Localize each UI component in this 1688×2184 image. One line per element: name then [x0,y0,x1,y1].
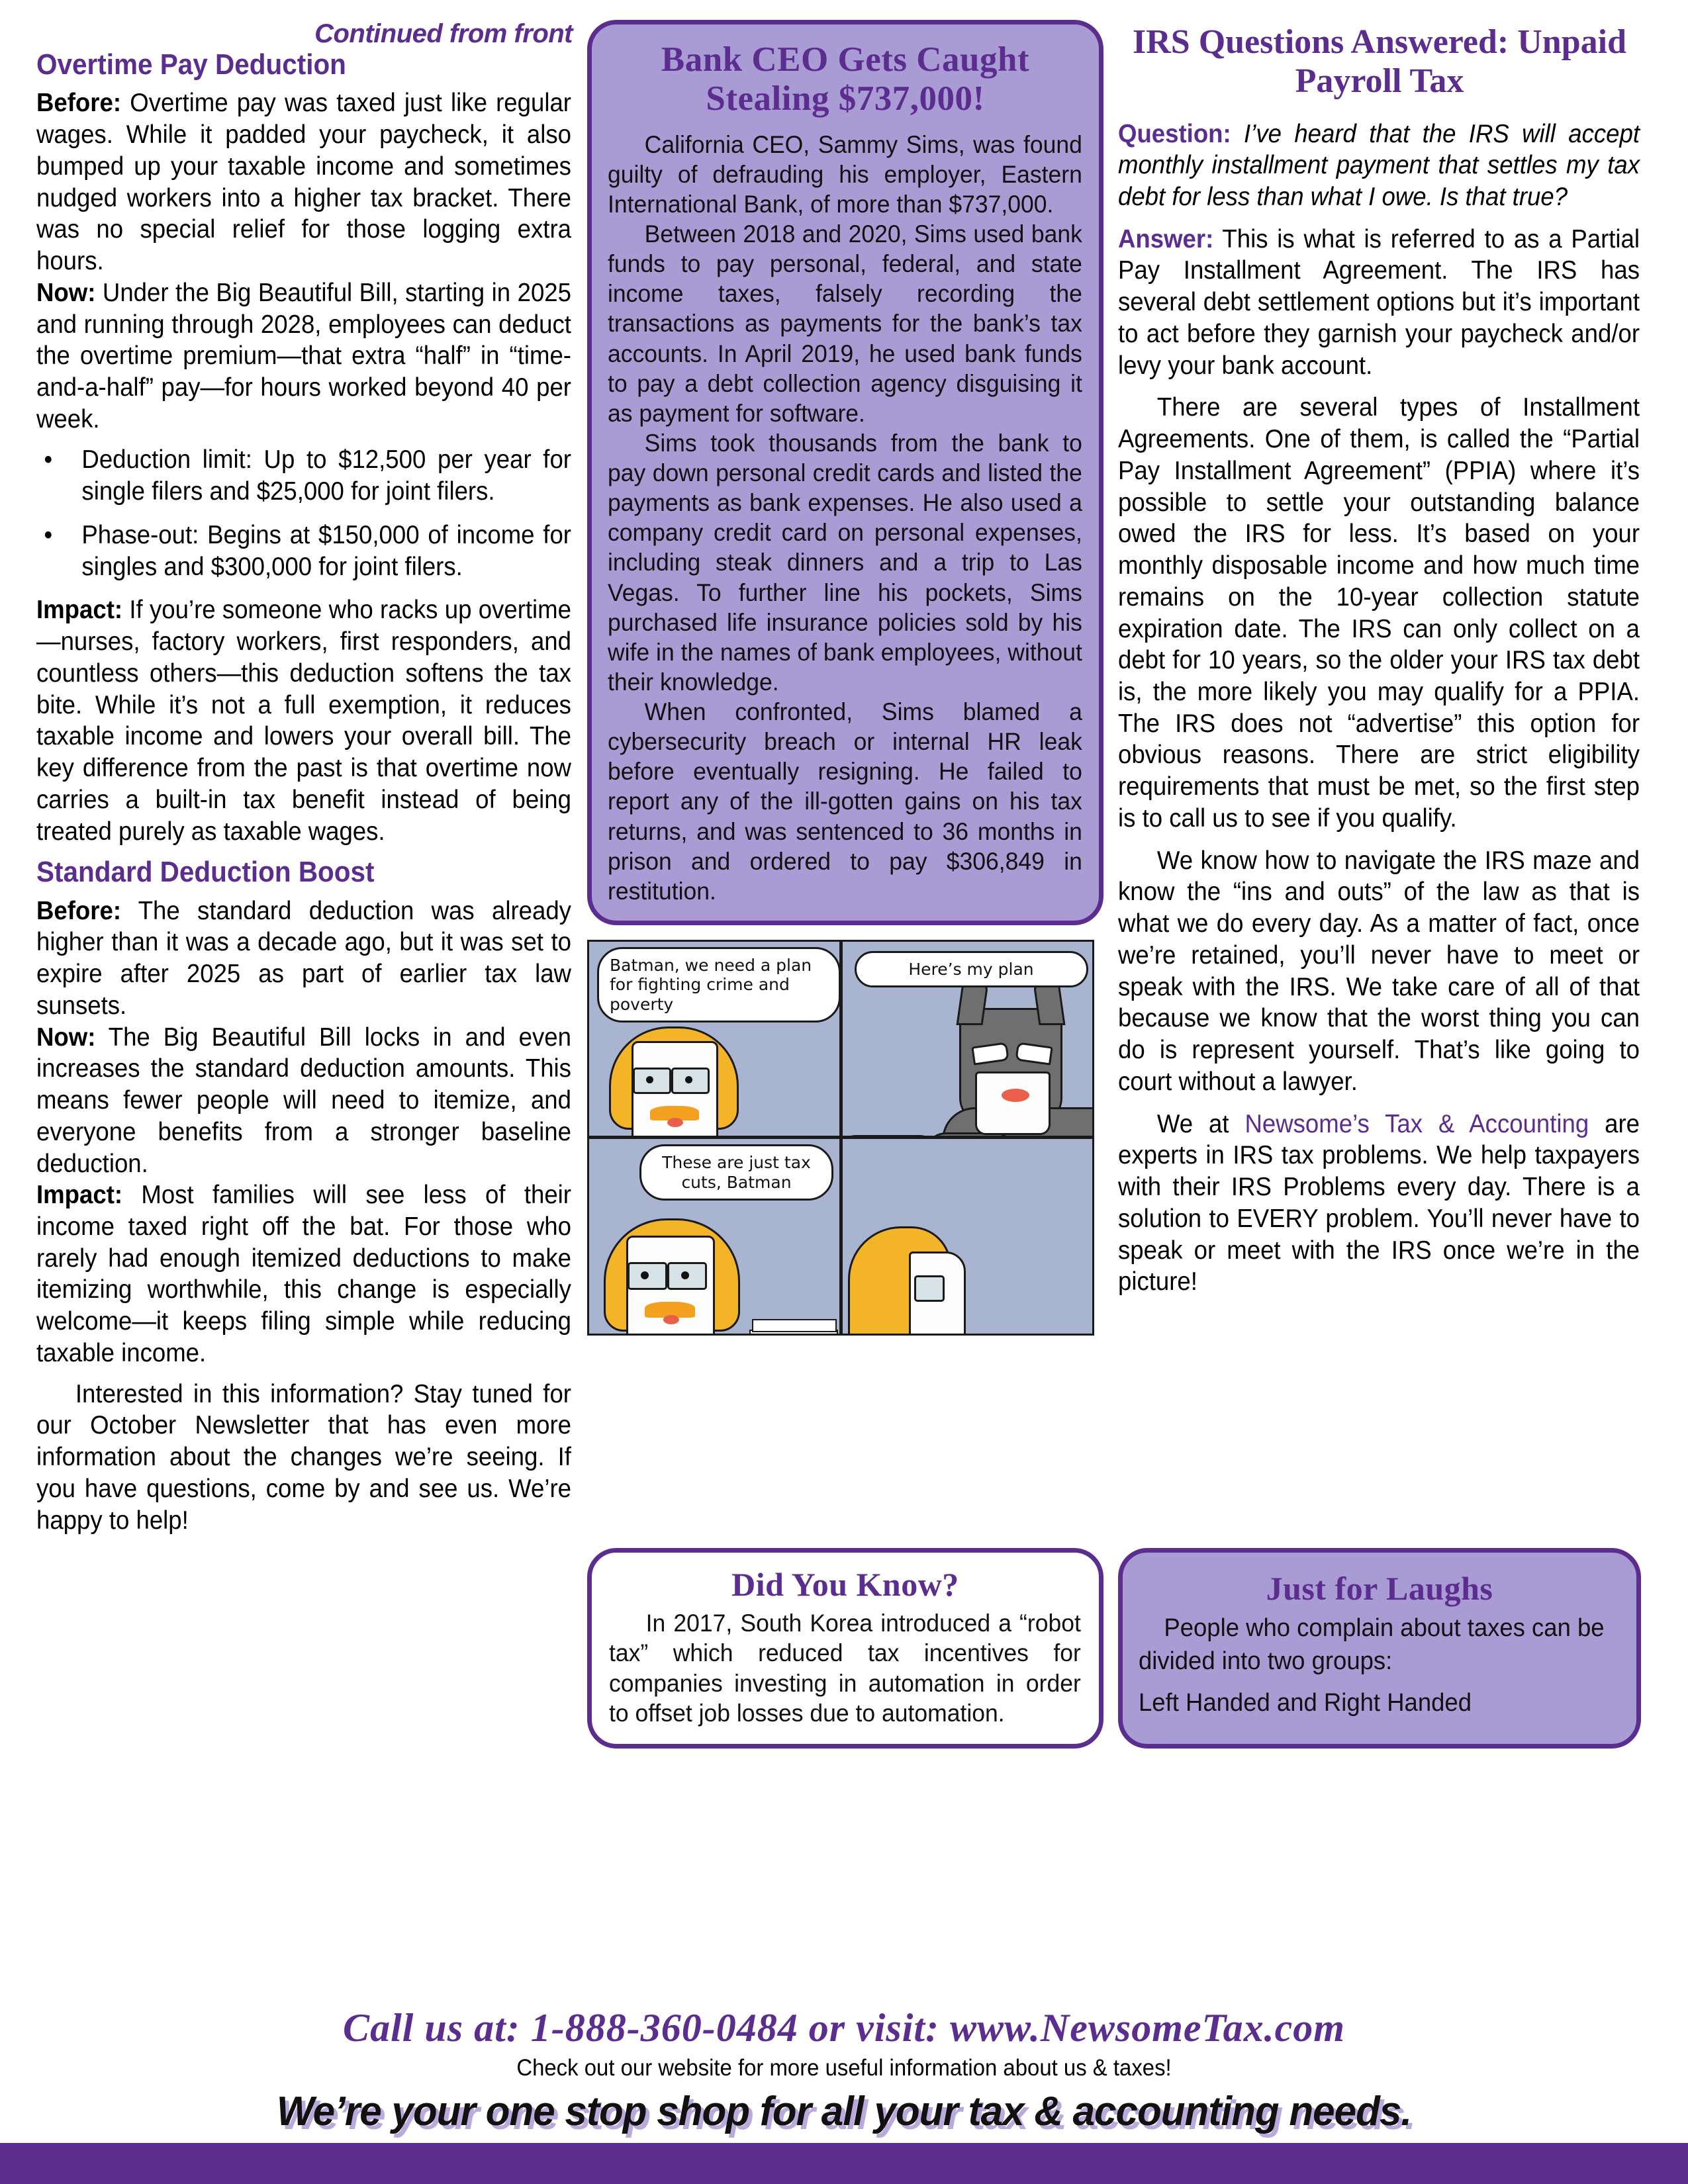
closing-paragraph: Interested in this information? Stay tuned for our October Newsletter that has even more information about the changes we’re seeing. If you have questions, come by and see us. We’re happy to help! [36,1379,571,1535]
did-you-know-text: In 2017, South Korea introduced a “robot tax” which reduced tax incentives for companies investing in automation in order to offset job losses due to automation. [609,1610,1081,1727]
call-us-line[interactable]: Call us at: 1-888-360-0484 or visit: www.NewsomeTax.com [343,2006,1345,2050]
impact-text: If you’re someone who racks up overtime—nurses, factory workers, first responders, and countless others—this deduction softens the tax bite. While it’s not a full exemption, it reduces taxable income and lowers your overall bill. The key difference from the past is that overtime now carries a built-in tax benefit instead of being treated purely as taxable wages. [36,596,571,846]
question-paragraph [1118,118,1640,213]
middle-column [587,20,1103,1536]
brand-name: Newsome’s Tax & Accounting [1244,1109,1589,1138]
character-mouth [667,1118,683,1127]
comic-panel-2 [843,942,1093,1136]
bank-ceo-story-box [587,20,1103,925]
overtime-now-paragraph [36,277,571,435]
closing-suffix: are experts in IRS tax problems. We help taxpayers with their IRS Problems every day. There is a solution to EVERY problem. You’ll never have to speak or meet with the IRS once we’re in the picture! [1118,1109,1640,1297]
comic-panel-3 [589,1139,839,1334]
impact-text: Most families will see less of their income taxed right off the bat. For those who rarely had enough itemized deductions to make itemizing worthwhile, this change is especially welcome—it keeps filing simple while reducing taxable income. [36,1181,571,1367]
did-you-know-title: Did You Know? [731,1566,959,1604]
standard-now-paragraph [36,1022,571,1180]
impact-label: Impact: [36,596,123,625]
character-pupil-left [646,1076,653,1083]
footer-purple-bar [0,2143,1688,2184]
irs-questions-title: IRS Questions Answered: Unpaid Payroll Tax [1132,23,1626,101]
paper-sheet [752,1319,837,1332]
overtime-impact-paragraph [36,594,571,847]
batman-ear-right [1033,983,1065,1025]
now-label: Now: [36,1023,96,1052]
answer-paragraph-2: There are several types of Installment Agreements. One of them, is called the “Partial Pay Installment Agreement” (PPIA) where it’s possible to settle your outstanding balance owed the IRS for less. It’s based on your monthly disposable income and how much time remains on the 10-year collection statute expiration date. The IRS can only collect on a debt for 10 years, so the older your IRS tax debt is, the more likely you may qualify for a PPIA. The IRS does not “advertise” this option for obvious reasons. There are strict eligibility requirements that must be met, so the first step is to call us to see if you qualify. [1118,393,1640,833]
answer-paragraph-3: We know how to navigate the IRS maze and know the “ins and outs” of the law as that is what we do every day. As a matter of fact, once we’re retained, you’ll never have to meet or speak with the IRS. We take care of all of that because we know that the worst thing you can do is represent yourself. That’s like going to court without a lawyer. [1118,846,1640,1096]
before-text: Overtime pay was taxed just like regular wages. While it padded your paycheck, it also bumped up your taxable income and sometimes nudged workers into a higher tax bracket. There was no special relief for those logging extra hours. [36,89,571,276]
list-item: • Phase-out: Begins at $150,000 of income for singles and $300,000 for joint filers. [36,520,571,582]
standard-before-paragraph [36,895,571,1022]
company-slogan: We’re your one stop shop for all your tax & accounting needs. [276,2089,1412,2134]
character-glasses-profile [914,1275,945,1302]
secondary-character-shoulder [843,1135,939,1136]
comic-panel-4 [843,1139,1093,1334]
answer-paragraph-1 [1118,224,1640,382]
answer-text: This is what is referred to as a Partial Pay Installment Agreement. The IRS has several debt settlement options but it’s important to act before they garnish your paycheck and/or levy your bank account. [1118,224,1640,380]
now-text: Under the Big Beautiful Bill, starting in 2025 and running through 2028, employees can deduct the overtime premium—that extra “half” in “time-and-a-half” pay—for hours worked beyond 40 per week. [36,278,571,433]
before-label: Before: [36,89,122,118]
did-you-know-box [587,1548,1103,1748]
batman-mouth [1002,1089,1029,1102]
impact-label: Impact: [36,1181,123,1210]
three-column-layout [36,20,1652,1536]
speech-bubble-panel-3: These are just tax cuts, Batman [639,1144,833,1201]
story-paragraph: Between 2018 and 2020, Sims used bank funds to pay personal, federal, and state income taxes, falsely recording the transactions as payments for the bank’s tax accounts. In April 2019, he used bank funds to pay a debt collection agency disguising it as payment for software. [608,220,1082,427]
standard-impact-paragraph [36,1179,571,1369]
just-for-laughs-box [1118,1548,1641,1748]
before-text: The standard deduction was already higher than it was a decade ago, but it was set to expire after 2025 as part of earlier tax law sunsets. [36,896,571,1020]
story-paragraph: California CEO, Sammy Sims, was found guilty of defrauding his employer, Eastern International Bank, of more than $737,000. [608,130,1082,218]
list-item: • Deduction limit: Up to $12,500 per year for single filers and $25,000 for joint filers. [36,444,571,507]
just-for-laughs-title: Just for Laughs [1266,1570,1493,1608]
page-footer [0,2005,1688,2184]
website-check-line: Check out our website for more useful information about us & taxes! [516,2055,1172,2081]
joke-punchline: Left Handed and Right Handed [1139,1689,1472,1717]
overtime-before-paragraph [36,87,571,277]
batman-ear-left [956,983,988,1025]
right-column [1118,20,1641,1536]
joke-setup: People who complain about taxes can be divided into two groups: [1139,1614,1605,1675]
speech-bubble-panel-1: Batman, we need a plan for fighting crime and poverty [597,947,839,1023]
question-text: I’ve heard that the IRS will accept monthly installment payment that settles my tax debt for less than what I owe. Is that true? [1118,119,1640,211]
left-column [36,20,573,1536]
continued-from-front-label: Continued from front [314,19,573,48]
now-text: The Big Beautiful Bill locks in and even increases the standard deduction amounts. This means fewer people will need to itemize, and everyone benefits from a stronger baseline deduction. [36,1023,571,1178]
question-label: Question: [1118,119,1231,148]
closing-brand-paragraph [1118,1109,1640,1298]
bank-ceo-story-title: Bank CEO Gets Caught Stealing $737,000! [661,40,1030,118]
overtime-bullet-list [36,444,573,582]
answer-label: Answer: [1118,224,1214,253]
bottom-boxes-row [36,1548,1652,1748]
now-label: Now: [36,278,96,307]
character-pupil-right [685,1076,692,1083]
story-paragraph: When confronted, Sims blamed a cybersecurity breach or internal HR leak before eventually resigning. He failed to report any of the ill-gotten gains on his tax returns, and was sentenced to 36 months in prison and ordered to pay $306,849 in restitution. [608,698,1082,905]
speech-bubble-panel-2: Here’s my plan [855,951,1088,988]
batman-tax-comic-strip [587,940,1094,1336]
batman-jaw [975,1071,1051,1135]
section-heading-standard-deduction-boost: Standard Deduction Boost [36,856,375,889]
story-paragraph: Sims took thousands from the bank to pay down personal credit cards and listed the payments as bank expenses. He also used a company credit card on personal expenses, including steak dinners and a trip to Las Vegas. To further line his pockets, Sims purchased life insurance policies sold by his wife in the names of bank employees, without their knowledge. [608,429,1082,696]
comic-panel-1 [589,942,839,1136]
before-label: Before: [36,896,122,925]
closing-prefix: We at [1156,1109,1245,1138]
section-heading-overtime-pay-deduction: Overtime Pay Deduction [36,48,346,81]
